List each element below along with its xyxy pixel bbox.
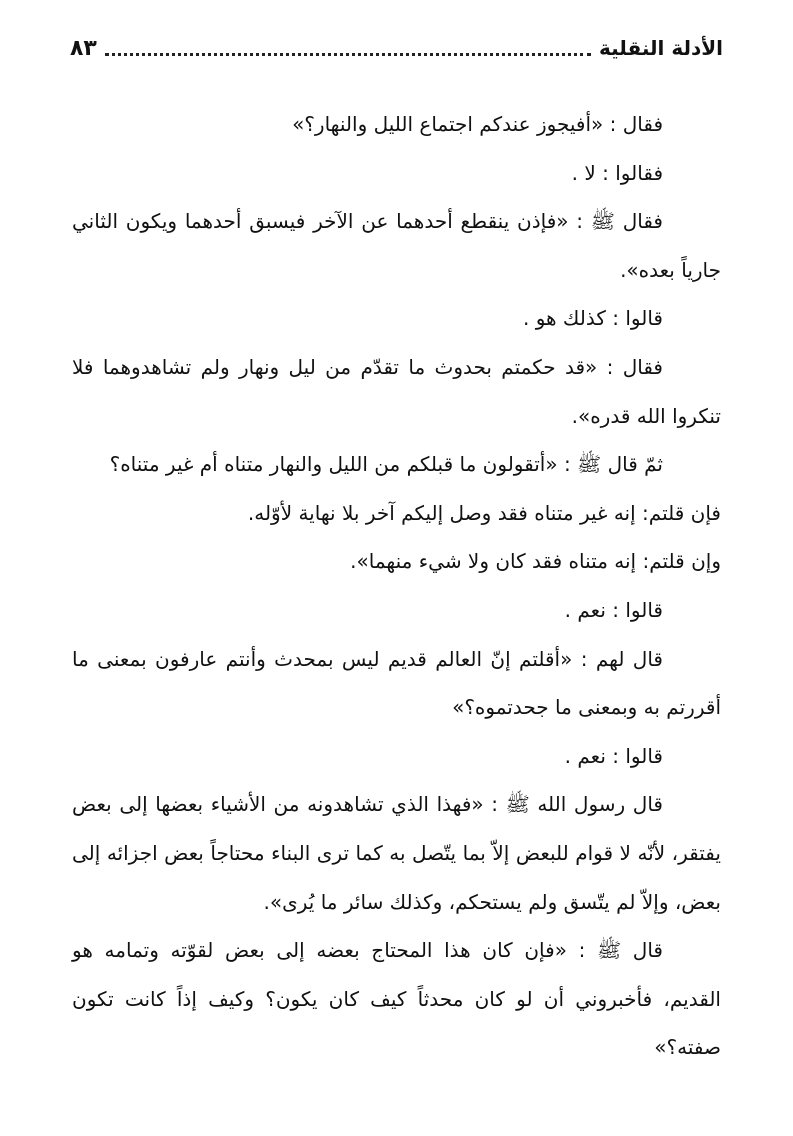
page-number: ٨٣: [70, 35, 97, 61]
paragraph: ثمّ قال ﷺ : «أتقولون ما قبلكم من الليل والنهار متناه أم غير متناه؟: [109, 452, 663, 477]
page-body: [72, 100, 721, 1072]
paragraph: فإن قلتم: إنه غير متناه فقد وصل إليكم آخر بلا نهاية لأوّله.: [247, 500, 721, 525]
paragraph: قالوا : كذلك هو .: [522, 306, 663, 331]
paragraph: فقالوا : لا .: [571, 160, 663, 185]
paragraph: وإن قلتم: إنه متناه فقد كان ولا شيء منهما».: [350, 549, 721, 574]
running-header: [70, 28, 723, 68]
paragraph: قال ﷺ : «فإن كان هذا المحتاج بعضه إلى بعض لقوّته وتمامه هو القديم، فأخبروني أن لو كان محدثاً كيف كان يكون؟ وكيف إذاً كانت تكون صفته؟»: [72, 938, 721, 1060]
paragraph: فقال : «قد حكمتم بحدوث ما تقدّم من ليل ونهار ولم تشاهدوهما فلا تنكروا الله قدره».: [72, 354, 721, 428]
paragraph: فقال : «أفيجوز عندكم اجتماع الليل والنهار؟»: [292, 112, 663, 136]
chapter-title: الأدلة النقلية: [599, 36, 723, 60]
paragraph: قال رسول الله ﷺ : «فهذا الذي تشاهدونه من الأشياء بعضها إلى بعض يفتقر، لأنّه لا قوام للبعض إلاّ بما يتّصل به كما ترى البناء محتاجاً بعض اجزائه إلى بعض، وإلاّ لم يتّسق ولم يستحكم، وكذلك سائر ما يُرى».: [72, 792, 721, 914]
paragraph: قالوا : نعم .: [564, 597, 663, 622]
paragraph: فقال ﷺ : «فإذن ينقطع أحدهما عن الآخر فيسبق أحدهما ويكون الثاني جارياً بعده».: [72, 209, 721, 282]
paragraph: قال لهم : «أقلتم إنّ العالم قديم ليس بمحدث وأنتم عارفون بمعنى ما أقررتم به وبمعنى ما جحدتموه؟»: [72, 646, 721, 720]
header-leader-dots: [105, 53, 591, 56]
paragraph: قالوا : نعم .: [564, 743, 663, 768]
